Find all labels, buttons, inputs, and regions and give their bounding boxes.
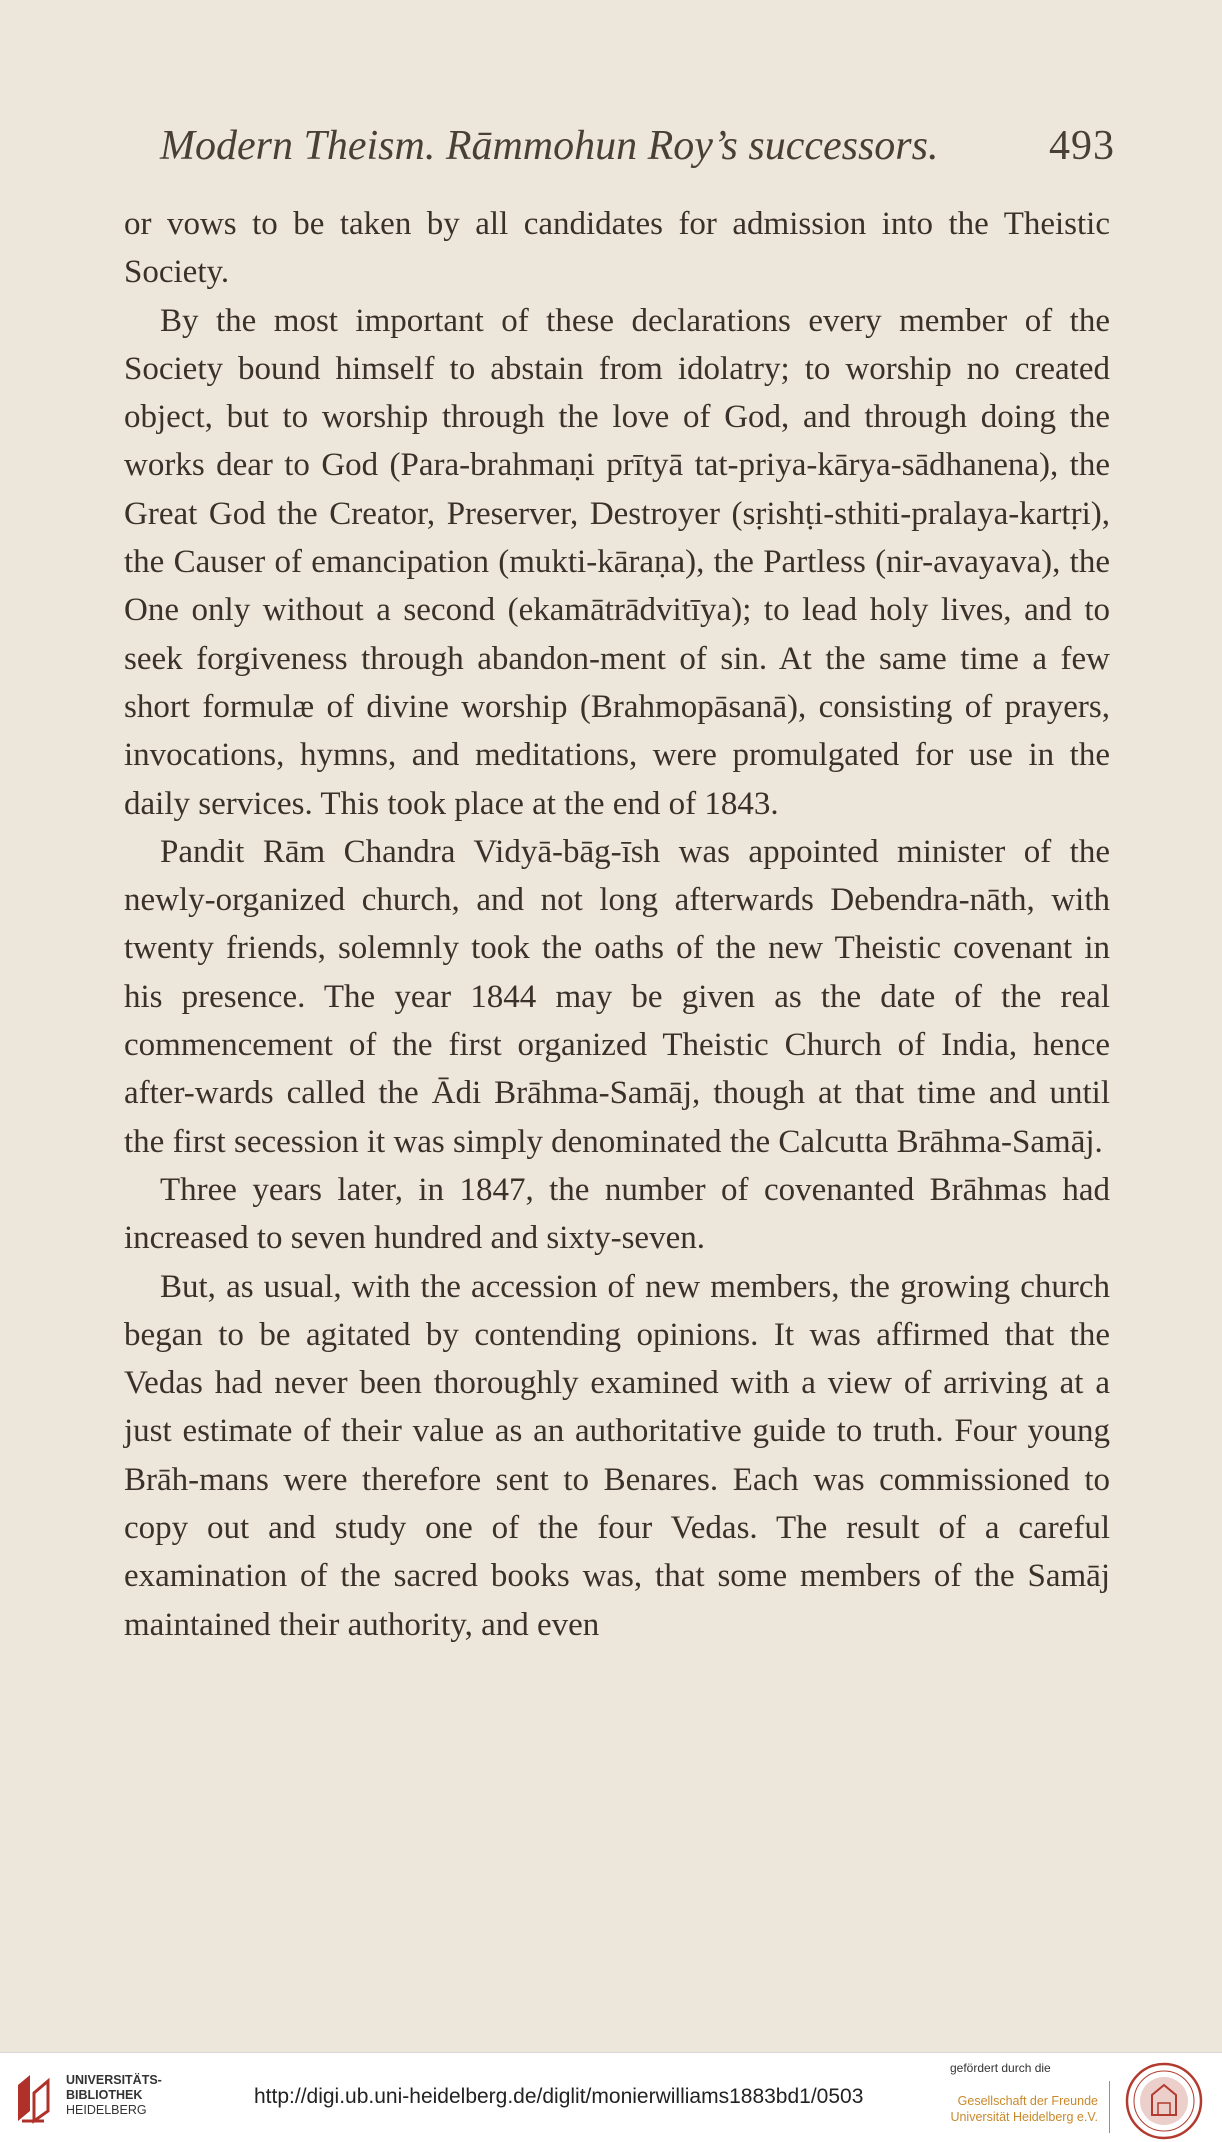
- page-body: [124, 200, 1110, 1649]
- paragraph-3: Pandit Rām Chandra Vidyā-bāg-īsh was appointed minister of the newly-organized church, and not long afterwards Debendra-nāth, with twenty friends, solemnly took the oaths of the new Theistic covenant in his presence. The year 1844 may be given as the date of the real commencement of the first organized Theistic Church of India, hence after-wards called the Ādi Brāhma-Samāj, though at that time and until the first secession it was simply denominated the Calcutta Brāhma-Samāj.: [124, 833, 1110, 1160]
- library-name-line-2: BIBLIOTHEK: [66, 2088, 143, 2102]
- running-header: [130, 122, 1115, 182]
- library-name-line-3: HEIDELBERG: [66, 2103, 147, 2117]
- page-number: 493: [1049, 123, 1115, 169]
- library-name: [66, 2073, 162, 2118]
- permalink-url[interactable]: http://digi.ub.uni-heidelberg.de/diglit/monierwilliams1883bd1/0503: [254, 2085, 864, 2108]
- paragraph-1: or vows to be taken by all candidates for admission into the Theistic Society.: [124, 206, 1110, 291]
- library-name-line-1: UNIVERSITÄTS-: [66, 2073, 162, 2087]
- university-seal-icon: [1124, 2061, 1204, 2141]
- sponsor-society-line-1: Gesellschaft der Freunde: [957, 2094, 1098, 2108]
- running-title: Modern Theism. Rāmmohun Roy’s successors.: [160, 123, 939, 169]
- paragraph-2: By the most important of these declarations every member of the Society bound himself to abstain from idolatry; to worship no created object, but to worship through the love of God, and through doing the works dear to God (Para-brahmaṇi prītyā tat-priya-kārya-sādhanena), the Great God the Creator, Preserver, Destroyer (sṛishṭi-sthiti-pralaya-kartṛi), the Causer of emancipation (mukti-kāraṇa), the Partless (nir-avayava), the One only without a second (ekamātrādvitīya); to lead holy lives, and to seek forgiveness through abandon-ment of sin. At the same time a few short formulæ of divine worship (Brahmopāsanā), consisting of prayers, invocations, hymns, and meditations, were promulgated for use in the daily services. This took place at the end of 1843.: [124, 302, 1110, 822]
- sponsor-society: [950, 2093, 1098, 2125]
- funded-by-label: gefördert durch die: [950, 2061, 1051, 2075]
- sponsor-society-line-2: Universität Heidelberg e.V.: [950, 2110, 1098, 2124]
- ub-heidelberg-logo-icon: [14, 2071, 52, 2125]
- paragraph-5: But, as usual, with the accession of new members, the growing church began to be agitated by contending opinions. It was affirmed that the Vedas had never been thoroughly examined with a view of arriving at a just estimate of their value as an authoritative guide to truth. Four young Brāh-mans were therefore sent to Benares. Each was commissioned to copy out and study one of the four Vedas. The result of a careful examination of the sacred books was, that some members of the Samāj maintained their authority, and even: [124, 1268, 1110, 1643]
- digitization-footer: [0, 2052, 1222, 2142]
- footer-divider: [1109, 2081, 1110, 2133]
- paragraph-4: Three years later, in 1847, the number of covenanted Brāhmas had increased to seven hundred and sixty-seven.: [124, 1171, 1110, 1257]
